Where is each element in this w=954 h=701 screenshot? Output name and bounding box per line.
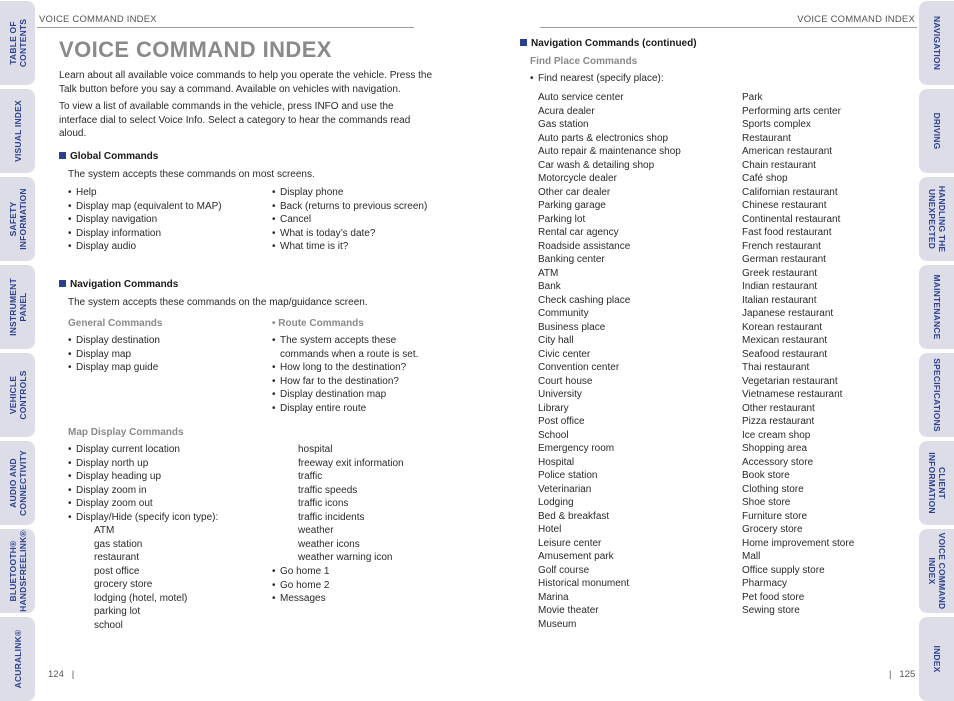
list-item: Gas station: [538, 119, 589, 130]
list-item: Pet food store: [742, 591, 805, 603]
list-item: • The system accepts these commands when a route is set.: [272, 334, 427, 361]
list-item: Accessory store: [742, 456, 814, 468]
left-header-rule: [37, 27, 414, 28]
list-item: Bank: [538, 281, 561, 292]
left-chapter-tab-4[interactable]: [0, 353, 35, 437]
right-chapter-tab-5[interactable]: [919, 441, 954, 525]
list-item: Roadside assistance: [538, 240, 631, 252]
section-square-icon: [59, 152, 66, 159]
list-item: Auto service center: [538, 92, 624, 103]
list-item: post office: [94, 565, 140, 577]
list-item: traffic incidents: [298, 511, 365, 523]
right-header-rule: [540, 27, 917, 28]
list-item: freeway exit information: [298, 457, 404, 469]
list-item: traffic icons: [298, 498, 349, 509]
section-square-icon: [59, 280, 66, 287]
list-item: Office supply store: [742, 564, 825, 576]
list-item: Parking garage: [538, 200, 606, 211]
list-item: Golf course: [538, 564, 590, 576]
list-item: Veterinarian: [538, 483, 592, 495]
list-item: Sports complex: [742, 119, 811, 130]
list-item: Community: [538, 308, 589, 319]
right-chapter-tab-3[interactable]: [919, 265, 954, 349]
list-item: • What time is it?: [272, 240, 442, 254]
list-item: weather warning icon: [298, 552, 393, 563]
right-chapter-tab-2[interactable]: [919, 177, 954, 261]
global-commands-desc: The system accepts these commands on most screens.: [68, 169, 315, 180]
list-item: • Cancel: [272, 213, 442, 227]
right-chapter-tab-4[interactable]: [919, 353, 954, 437]
list-item: traffic: [298, 471, 323, 482]
left-page-number: 124 |: [48, 669, 75, 680]
list-item: City hall: [538, 335, 574, 346]
list-item: Rental car agency: [538, 227, 619, 238]
left-chapter-tab-label: ACURALINK®: [12, 629, 23, 689]
navigation-commands-heading: [59, 279, 178, 290]
right-chapter-tabs: [919, 0, 954, 699]
find-nearest-text: • Find nearest (specify place):: [530, 72, 730, 86]
list-item: Banking center: [538, 254, 605, 265]
list-item: Book store: [742, 470, 790, 481]
left-chapter-tab-label: BLUETOOTH® HANDSFREELINK®: [7, 530, 28, 612]
general-commands-title: General Commands: [68, 318, 163, 329]
left-chapter-tab-0[interactable]: [0, 1, 35, 85]
left-chapter-tab-label: VEHICLE CONTROLS: [7, 370, 28, 420]
right-chapter-tab-0[interactable]: [919, 1, 954, 85]
list-item: Fast food restaurant: [742, 227, 832, 238]
list-item: Auto repair & maintenance shop: [538, 146, 681, 157]
right-chapter-tab-label: SPECIFICATIONS: [931, 358, 942, 432]
route-commands-list: [272, 334, 427, 415]
list-item: hospital: [298, 444, 333, 455]
list-item: Amusement park: [538, 551, 614, 562]
list-item: Chinese restaurant: [742, 200, 827, 211]
list-item: Acura dealer: [538, 105, 595, 117]
right-chapter-tab-label: HANDLING THE UNEXPECTED: [926, 185, 947, 253]
icon-type-list-2: [298, 443, 438, 565]
list-item: Museum: [538, 618, 577, 630]
left-page-number-text: 124: [48, 669, 64, 680]
list-item: • Display audio: [68, 240, 268, 254]
list-item: school: [94, 619, 123, 631]
list-item: • Go home 1: [272, 565, 422, 579]
list-item: Ice cream shop: [742, 429, 811, 441]
route-commands-title: • Route Commands: [272, 318, 364, 329]
list-item: Hospital: [538, 456, 575, 468]
list-item: Marina: [538, 591, 569, 603]
section-square-icon: [520, 39, 527, 46]
list-item: School: [538, 429, 569, 441]
list-item: • Go home 2: [272, 579, 422, 593]
navigation-commands-desc: The system accepts these commands on the map/guidance screen.: [68, 297, 368, 308]
list-item: Civic center: [538, 348, 591, 360]
left-chapter-tab-6[interactable]: [0, 529, 35, 613]
list-item: ATM: [94, 525, 115, 536]
list-item: Italian restaurant: [742, 294, 817, 306]
list-item: • Help: [68, 186, 268, 200]
list-item: weather icons: [298, 538, 360, 550]
left-chapter-tab-5[interactable]: [0, 441, 35, 525]
left-chapter-tab-label: TABLE OF CONTENTS: [7, 18, 28, 68]
find-place-commands-title: Find Place Commands: [530, 56, 638, 67]
list-item: Post office: [538, 416, 585, 427]
navigation-continued-heading: [520, 38, 697, 49]
list-item: Californian restaurant: [742, 186, 838, 198]
list-item: • Display phone: [272, 186, 442, 200]
list-item: Hotel: [538, 524, 562, 535]
right-page-number-text: 125: [899, 669, 916, 680]
list-item: Chain restaurant: [742, 159, 816, 171]
list-item: Car wash & detailing shop: [538, 159, 655, 171]
list-item: Shopping area: [742, 443, 808, 454]
list-item: Emergency room: [538, 443, 615, 454]
list-item: Clothing store: [742, 483, 804, 495]
list-item: Shoe store: [742, 497, 791, 508]
list-item: ATM: [538, 267, 559, 279]
list-item: Indian restaurant: [742, 281, 818, 292]
right-chapter-tab-6[interactable]: [919, 529, 954, 613]
find-nearest-item: [530, 72, 730, 86]
list-item: lodging (hotel, motel): [94, 592, 188, 604]
list-item: American restaurant: [742, 146, 833, 157]
list-item: parking lot: [94, 606, 141, 617]
list-item: Furniture store: [742, 510, 808, 522]
list-item: Business place: [538, 321, 606, 333]
list-item: Mall: [742, 551, 761, 562]
left-chapter-tab-label: SAFETY INFORMATION: [7, 188, 28, 250]
left-chapter-tab-label: AUDIO AND CONNECTIVITY: [7, 450, 28, 516]
list-item: Auto parts & electronics shop: [538, 132, 669, 144]
list-item: Seafood restaurant: [742, 348, 828, 360]
left-running-head: VOICE COMMAND INDEX: [39, 14, 157, 25]
list-item: restaurant: [94, 552, 140, 563]
list-item: Leisure center: [538, 537, 602, 549]
list-item: Police station: [538, 470, 598, 481]
right-chapter-tab-label: MAINTENANCE: [931, 274, 942, 340]
list-item: • Display map: [68, 348, 258, 362]
list-item: gas station: [94, 538, 143, 550]
icon-type-list-1: [94, 524, 254, 632]
map-display-commands-list: [68, 443, 268, 524]
right-chapter-tab-7[interactable]: [919, 617, 954, 701]
navigation-continued-heading-text: Navigation Commands (continued): [531, 38, 697, 49]
list-item: Motorcycle dealer: [538, 173, 617, 184]
global-commands-list-2: [272, 186, 442, 254]
list-item: German restaurant: [742, 254, 826, 265]
general-commands-list: [68, 334, 258, 375]
list-item: University: [538, 389, 582, 400]
global-commands-list-1: [68, 186, 268, 254]
list-item: traffic speeds: [298, 484, 358, 496]
list-item: • Display heading up: [68, 470, 268, 484]
list-item: • Messages: [272, 592, 422, 606]
places-list-2: [742, 91, 912, 618]
list-item: • Display entire route: [272, 402, 427, 416]
list-item: • What is today’s date?: [272, 227, 442, 241]
list-item: Home improvement store: [742, 537, 855, 549]
left-chapter-tab-3[interactable]: [0, 265, 35, 349]
list-item: • How long to the destination?: [272, 361, 427, 375]
list-item: Bed & breakfast: [538, 510, 610, 522]
list-item: • Display navigation: [68, 213, 268, 227]
list-item: Vegetarian restaurant: [742, 375, 838, 387]
list-item: French restaurant: [742, 240, 821, 252]
right-chapter-tab-label: CLIENT INFORMATION: [926, 452, 947, 514]
left-chapter-tab-2[interactable]: [0, 177, 35, 261]
list-item: Greek restaurant: [742, 267, 818, 279]
global-commands-heading-text: Global Commands: [70, 151, 159, 162]
list-item: Thai restaurant: [742, 362, 810, 373]
global-commands-heading: [59, 151, 158, 162]
right-chapter-tab-label: DRIVING: [931, 112, 942, 150]
list-item: • Display map guide: [68, 361, 258, 375]
list-item: Convention center: [538, 362, 620, 373]
list-item: • How far to the destination?: [272, 375, 427, 389]
list-item: Library: [538, 402, 569, 414]
list-item: Performing arts center: [742, 105, 841, 117]
list-item: Korean restaurant: [742, 321, 823, 333]
misc-commands-list: [272, 565, 422, 606]
list-item: Movie theater: [538, 605, 599, 616]
list-item: • Display zoom in: [68, 484, 268, 498]
list-item: Vietnamese restaurant: [742, 389, 843, 400]
page-title: VOICE COMMAND INDEX: [59, 37, 332, 62]
list-item: Sewing store: [742, 605, 800, 616]
map-display-commands-title: Map Display Commands: [68, 427, 184, 438]
list-item: • Display destination map: [272, 388, 427, 402]
list-item: • Display map (equivalent to MAP): [68, 200, 268, 214]
list-item: • Display destination: [68, 334, 258, 348]
list-item: grocery store: [94, 579, 153, 590]
list-item: • Display zoom out: [68, 497, 268, 511]
list-item: • Display current location: [68, 443, 268, 457]
list-item: • Display information: [68, 227, 268, 241]
list-item: Parking lot: [538, 213, 586, 225]
places-list-1: [538, 91, 738, 631]
list-item: Park: [742, 92, 763, 103]
list-item: • Display north up: [68, 457, 268, 471]
list-item: Other car dealer: [538, 186, 611, 198]
right-page-number: | 125: [889, 669, 916, 680]
list-item: Lodging: [538, 497, 574, 508]
list-item: Court house: [538, 375, 593, 387]
right-running-head: VOICE COMMAND INDEX: [797, 14, 915, 25]
list-item: Restaurant: [742, 132, 791, 144]
list-item: Japanese restaurant: [742, 308, 834, 319]
navigation-commands-heading-text: Navigation Commands: [70, 279, 179, 290]
intro-paragraph-2: To view a list of available commands in the vehicle, press INFO and use the interface dial to select Voice Info. Select a category to hear the commands read aloud.: [59, 101, 411, 139]
left-chapter-tab-7[interactable]: [0, 617, 35, 701]
left-chapter-tab-label: VISUAL INDEX: [12, 100, 23, 162]
left-chapter-tabs: [0, 0, 35, 699]
list-item: Mexican restaurant: [742, 335, 828, 346]
list-item: Pizza restaurant: [742, 416, 815, 427]
list-item: Café shop: [742, 173, 788, 184]
right-chapter-tab-1[interactable]: [919, 89, 954, 173]
right-chapter-tab-label: VOICE COMMAND INDEX: [926, 532, 947, 610]
right-chapter-tab-label: INDEX: [931, 645, 942, 673]
route-commands-title-text: Route Commands: [278, 318, 364, 329]
list-item: Continental restaurant: [742, 213, 841, 225]
left-chapter-tab-1[interactable]: [0, 89, 35, 173]
intro-paragraph-1: Learn about all available voice commands to help you operate the vehicle. Press the Talk button before you say a command. Available on vehicles with navigation.: [59, 70, 433, 95]
list-item: • Display/Hide (specify icon type):: [68, 511, 268, 525]
left-chapter-tab-label: INSTRUMENT PANEL: [7, 278, 28, 336]
right-chapter-tab-label: NAVIGATION: [931, 15, 942, 71]
list-item: Other restaurant: [742, 402, 815, 414]
list-item: Check cashing place: [538, 294, 631, 306]
list-item: Pharmacy: [742, 578, 788, 589]
list-item: Grocery store: [742, 524, 803, 535]
list-item: weather: [298, 525, 334, 536]
list-item: Historical monument: [538, 578, 630, 589]
list-item: • Back (returns to previous screen): [272, 200, 442, 214]
